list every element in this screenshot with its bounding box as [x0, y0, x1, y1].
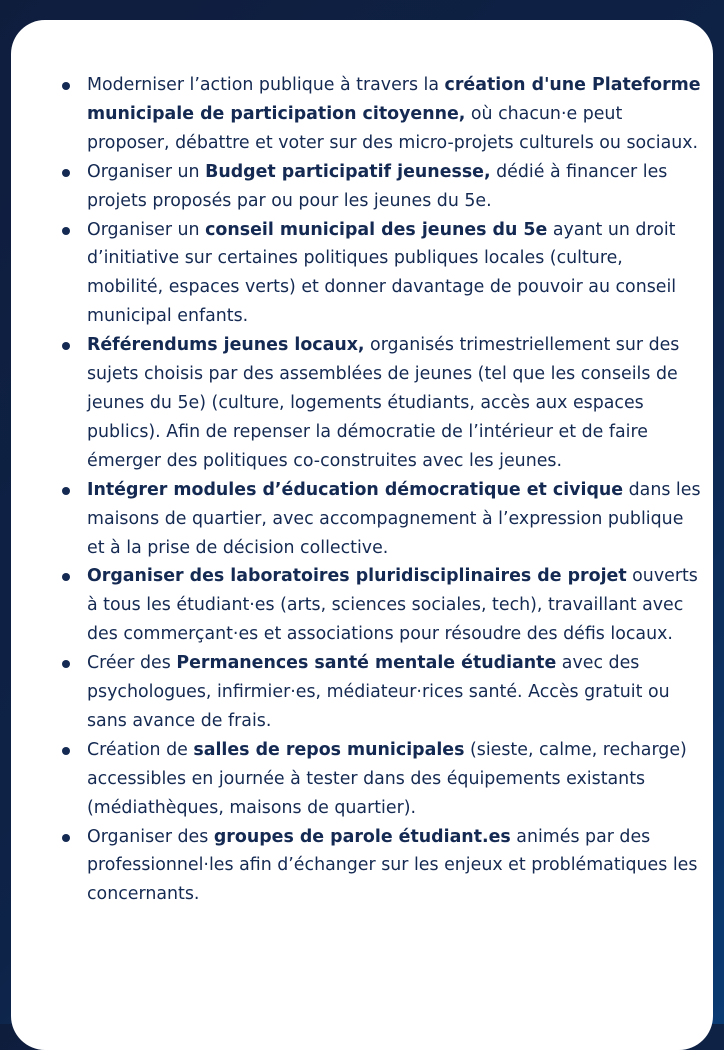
list-item: Organiser un Budget participatif jeunesse, dédié à financer les projets proposés par ou pour les jeunes du 5e.	[11, 158, 701, 216]
list-item: Création de salles de repos municipales (sieste, calme, recharge) accessibles en journée à tester dans des équipements existants (médiathèques, maisons de quartier).	[11, 736, 701, 823]
list-item: Organiser des laboratoires pluridisciplinaires de projet ouverts à tous les étudiant·es (arts, sciences sociales, tech), travaillant avec des commerçant·es et associations pour résoudre des défis locaux.	[11, 562, 701, 649]
proposal-list	[11, 20, 701, 905]
list-item: Moderniser l’action publique à travers la création d'une Plateforme municipale de participation citoyenne, où chacun·e peut proposer, débattre et voter sur des micro-projets culturels ou sociaux.	[11, 71, 701, 158]
list-item: Intégrer modules d’éducation démocratique et civique dans les maisons de quartier, avec accompagnement à l’expression publique et à la prise de décision collective.	[11, 476, 701, 563]
list-item: Organiser des groupes de parole étudiant.es animés par des professionnel·les afin d’échanger sur les enjeux et problématiques les concernants.	[11, 823, 701, 910]
list-item: Créer des Permanences santé mentale étudiante avec des psychologues, infirmier·es, médiateur·rices santé. Accès gratuit ou sans avance de frais.	[11, 649, 701, 736]
list-item: Organiser un conseil municipal des jeunes du 5e ayant un droit d’initiative sur certaines politiques publiques locales (culture, mobilité, espaces verts) et donner davantage de pouvoir au conseil municipal enfants.	[11, 216, 701, 332]
list-item: Référendums jeunes locaux, organisés trimestriellement sur des sujets choisis par des assemblées de jeunes (tel que les conseils de jeunes du 5e) (culture, logements étudiants, accès aux espaces publics). Afin de repenser la démocratie de l’intérieur et de faire émerger des politiques co-construites avec les jeunes.	[11, 331, 701, 476]
content-card	[11, 20, 713, 1050]
